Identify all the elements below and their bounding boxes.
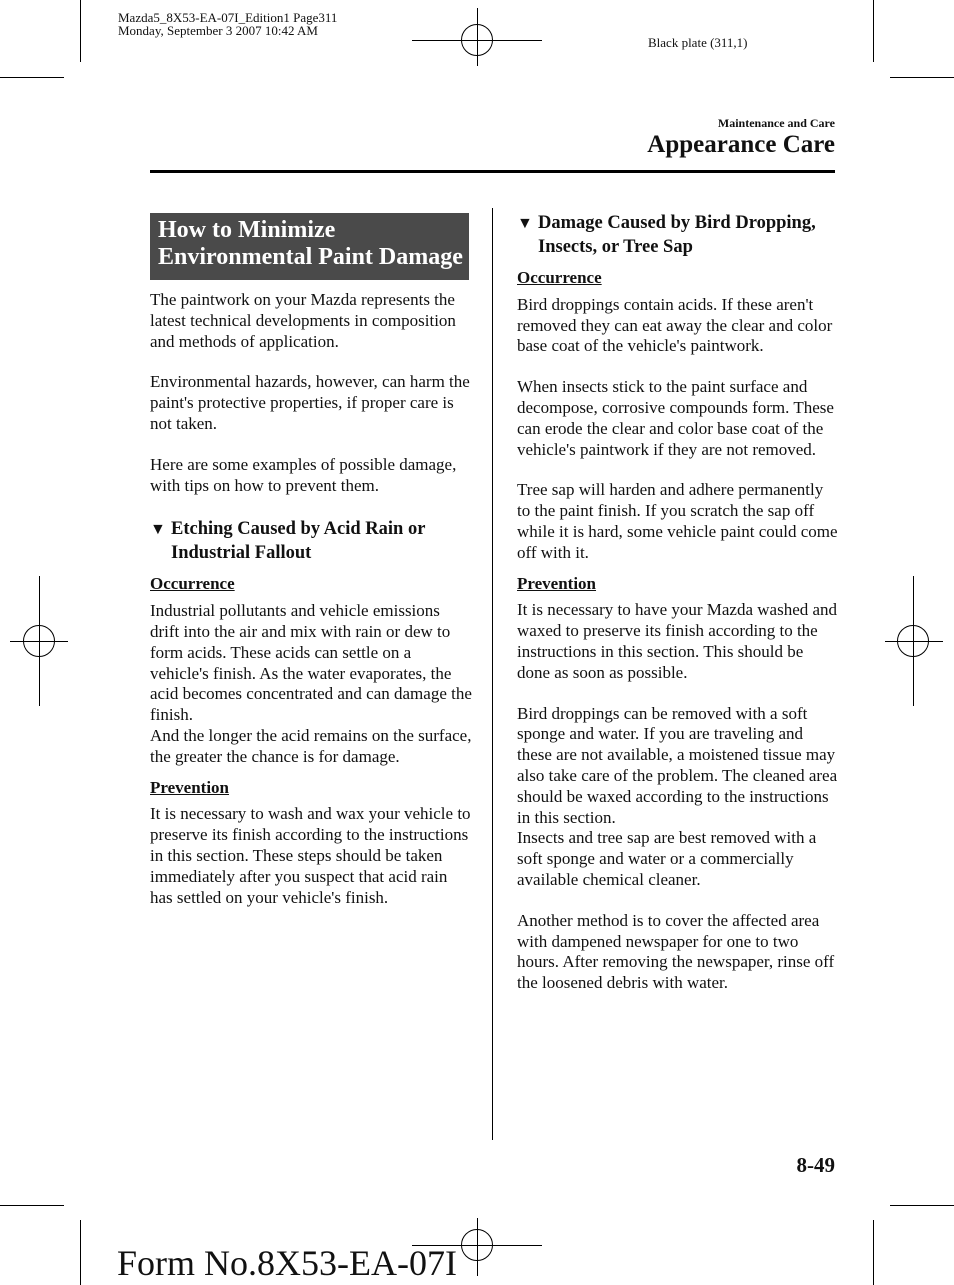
banner-line-1: How to Minimize [158, 217, 336, 243]
intro-paragraph-1: The paintwork on your Mazda represents the latest technical developments in composition and methods of application. [150, 290, 456, 351]
etching-heading-text: Etching Caused by Acid Rain or Industrial Fallout [171, 519, 426, 563]
print-date-line: Monday, September 3 2007 10:42 AM [118, 23, 318, 38]
page-title: Appearance Care [647, 131, 835, 158]
prevention-label: Prevention [517, 573, 597, 593]
prevention-label: Prevention [150, 777, 230, 797]
intro-paragraph-2: Environmental hazards, however, can harm the paint's protective properties, if proper care is not taken. [150, 372, 470, 433]
intro-paragraph-3: Here are some examples of possible damage, with tips on how to prevent them. [150, 454, 457, 495]
bird-dropping-heading-text: Damage Caused by Bird Dropping, Insects, or Tree Sap [538, 213, 816, 257]
bird-occurrence-p1: Bird droppings contain acids. If these aren't removed they can eat away the clear and color base coat of the vehicle's paintwork. [517, 294, 833, 356]
bird-occurrence-p2: When insects stick to the paint surface and decompose, corrosive compounds form. These can erode the clear and color base coat of the vehicle's paintwork if they are not removed. [517, 377, 834, 459]
bird-prevention-p2a: Bird droppings can be removed with a soft sponge and water. If you are traveling and these are not available, a moistened tissue may also take care of the problem. The cleaned area should be waxed according to the instructions in this section. [517, 703, 838, 827]
etching-heading [150, 518, 472, 564]
etching-prevention-p1: It is necessary to wash and wax your vehicle to preserve its finish according to the instructions in this section. These steps should be taken immediately after you suspect that acid rain has settled on your vehicle's finish. [150, 804, 471, 907]
header-rule [150, 170, 835, 173]
bird-prevention-p3: Another method is to cover the affected area with dampened newspaper for one to two hours. After removing the newspaper, rinse off the loosened debris with water. [517, 910, 835, 993]
form-number: Form No.8X53-EA-07I [117, 1243, 457, 1283]
column-divider [492, 208, 493, 1140]
etching-occurrence-p1: Industrial pollutants and vehicle emissions drift into the air and mix with rain or dew to form acids. These acids can settle on a vehicle's finish. As the water evaporates, the acid becomes concentrated and can damage the finish. [150, 601, 472, 725]
bird-prevention-p1: It is necessary to have your Mazda washed and waxed to preserve its finish according to the instructions in this section. This should be done as soon as possible. [517, 600, 838, 682]
bird-prevention-p2b: Insects and tree sap are best removed with a soft sponge and water or a commercially available chemical cleaner. [517, 828, 817, 889]
bird-dropping-heading [517, 212, 839, 258]
occurrence-label: Occurrence [150, 574, 235, 594]
triangle-down-icon: ▼ [517, 215, 533, 232]
banner-line-2: Environmental Paint Damage [158, 244, 463, 270]
triangle-down-icon: ▼ [150, 521, 166, 539]
topic-banner [150, 213, 469, 280]
print-job-line: Mazda5_8X53-EA-07I_Edition1 Page311 [118, 10, 338, 25]
left-column [150, 290, 472, 928]
section-label: Maintenance and Care [717, 116, 835, 130]
occurrence-label: Occurrence [517, 268, 602, 287]
page-number: 8-49 [796, 1153, 835, 1177]
plate-label: Black plate (311,1) [648, 35, 748, 50]
etching-occurrence-p2: And the longer the acid remains on the surface, the greater the chance is for damage. [150, 725, 472, 766]
bird-occurrence-p3: Tree sap will harden and adhere permanently to the paint finish. If you scratch the sap off while it is hard, some vehicle paint could come off with it. [517, 480, 838, 562]
right-column [517, 212, 839, 1014]
